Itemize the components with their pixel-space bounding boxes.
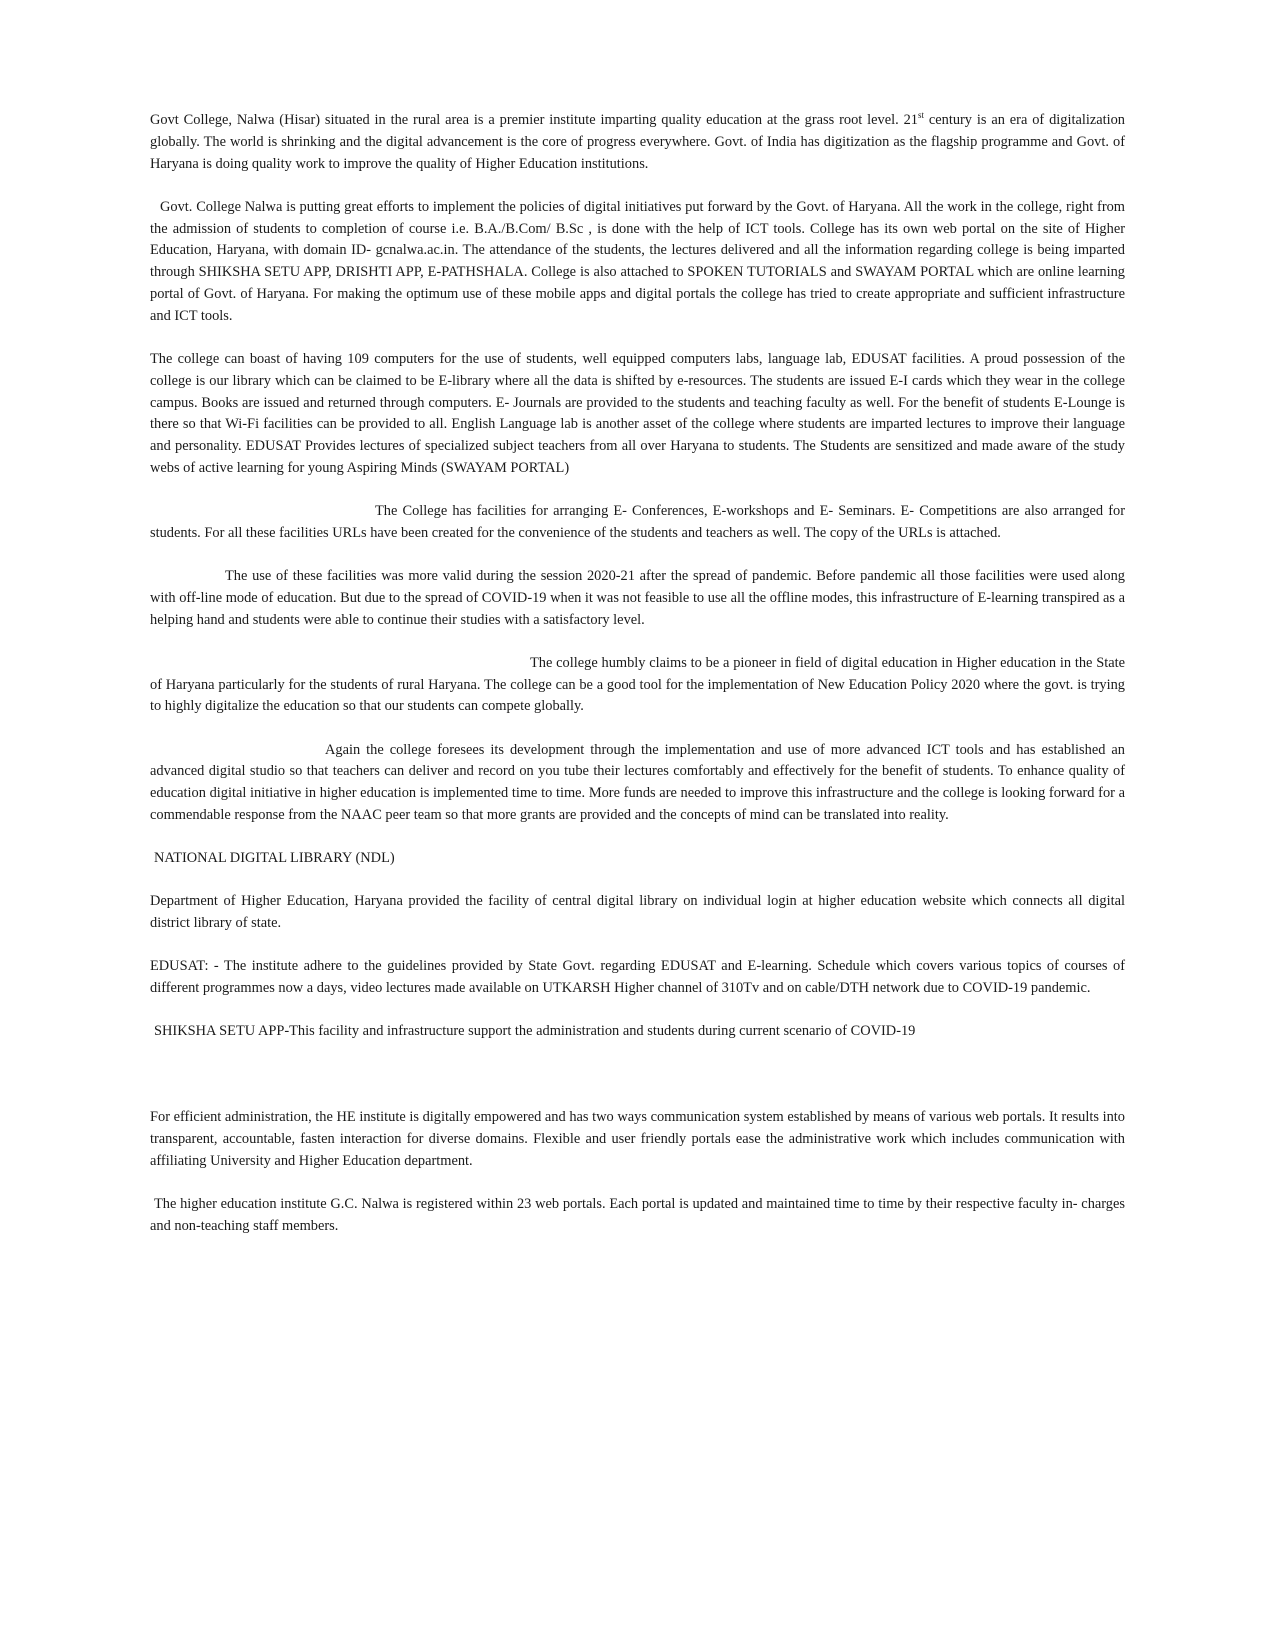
- paragraph-shiksha-setu: SHIKSHA SETU APP-This facility and infrastructure support the administration and students during current scenario of COVID-19: [154, 1023, 916, 1040]
- paragraph-pioneer: The college humbly claims to be a pioneer in field of digital education in Higher education in the State of Haryana particularly for the students of rural Haryana. The college can be a good tool for the implementation of New Education Policy 2020 where the govt. is trying to highly digitalize the education so that our students can compete globally.: [150, 654, 1125, 715]
- paragraph-administration: For efficient administration, the HE institute is digitally empowered and has two ways communication system established by means of various web portals. It results into transparent, accountable, fasten interaction for diverse domains. Flexible and user friendly portals ease the administrative work which includes communication with affiliating University and Higher Education department.: [150, 1109, 1125, 1169]
- intro-text-end: century is an era of digitalization globally. The world is shrinking and the digital advancement is the core of progress everywhere. Govt. of India has digitization as the flagship programme and Govt. of Haryana is doing quality work to improve the quality of Higher Education institutions.: [150, 112, 1126, 172]
- heading-ndl: NATIONAL DIGITAL LIBRARY (NDL): [154, 850, 395, 867]
- paragraph-e-conferences: The College has facilities for arranging E- Conferences, E-workshops and E- Seminars. E- Competitions are also arranged for students. For all these facilities URLs have been created for the convenience of the students and teachers as well. The copy of the URLs is attached.: [150, 503, 1125, 541]
- paragraph-ndl: Department of Higher Education, Haryana provided the facility of central digital library on individual login at higher education website which connects all digital district library of state.: [150, 893, 1125, 932]
- intro-superscript: st: [917, 110, 924, 121]
- paragraph-web-portals: The higher education institute G.C. Nalwa is registered within 23 web portals. Each portal is updated and maintained time to time by their respective faculty in- charges and non-teaching staff members.: [150, 1195, 1125, 1234]
- paragraph-digital-initiatives: Govt. College Nalwa is putting great efforts to implement the policies of digital initiatives put forward by the Govt. of Haryana. All the work in the college, right from the admission of students to completion of course i.e. B.A./B.Com/ B.Sc , is done with the help of ICT tools. College has its own web portal on the site of Higher Education, Haryana, with domain ID- gcnalwa.ac.in. The attendance of the students, the lectures delivered and all the information regarding college is being imparted through SHIKSHA SETU APP, DRISHTI APP, E-PATHSHALA. College is also attached to SPOKEN TUTORIALS and SWAYAM PORTAL which are online learning portal of Govt. of Haryana. For making the optimum use of these mobile apps and digital portals the college has tried to create appropriate and sufficient infrastructure and ICT tools.: [150, 198, 1125, 324]
- paragraph-edusat: EDUSAT: - The institute adhere to the guidelines provided by State Govt. regarding EDUSAT and E-learning. Schedule which covers various topics of courses of different programmes now a days, video lectures made available on UTKARSH Higher channel of 310Tv and on cable/DTH network due to COVID-19 pandemic.: [150, 958, 1125, 997]
- paragraph-intro: [150, 110, 1125, 175]
- paragraph-infrastructure: The college can boast of having 109 computers for the use of students, well equipped computers labs, language lab, EDUSAT facilities. A proud possession of the college is our library which can be claimed to be E-library where all the data is shifted by e-resources. The students are issued E-I cards which they wear in the college campus. Books are issued and returned through computers. E- Journals are provided to the students and teaching faculty as well. For the benefit of students E-Lounge is there so that Wi-Fi facilities can be provided to all. English Language lab is another asset of the college where students are imparted lectures to improve their language and personality. EDUSAT Provides lectures of specialized subject teachers from all over Haryana to students. The Students are sensitized and made aware of the study webs of active learning for young Aspiring Minds (SWAYAM PORTAL): [150, 350, 1125, 476]
- document-page: [150, 110, 1125, 1259]
- intro-text-start: Govt College, Nalwa (Hisar) situated in the rural area is a premier institute imparting quality education at the grass root level. 21: [150, 112, 918, 128]
- paragraph-pandemic: The use of these facilities was more valid during the session 2020-21 after the spread of pandemic. Before pandemic all those facilities were used along with off-line mode of education. But due to the spread of COVID-19 when it was not feasible to use all the offline modes, this infrastructure of E-learning transpired as a helping hand and students were able to continue their studies with a satisfactory level.: [150, 568, 1125, 628]
- paragraph-future-development: Again the college foresees its development through the implementation and use of more advanced ICT tools and has established an advanced digital studio so that teachers can deliver and record on you tube their lectures comfortably and effectively for the benefit of students. To enhance quality of education digital initiative in higher education is implemented time to time. More funds are needed to improve this infrastructure and the college is looking forward for a commendable response from the NAAC peer team so that more grants are provided and the concepts of mind can be translated into reality.: [150, 741, 1125, 824]
